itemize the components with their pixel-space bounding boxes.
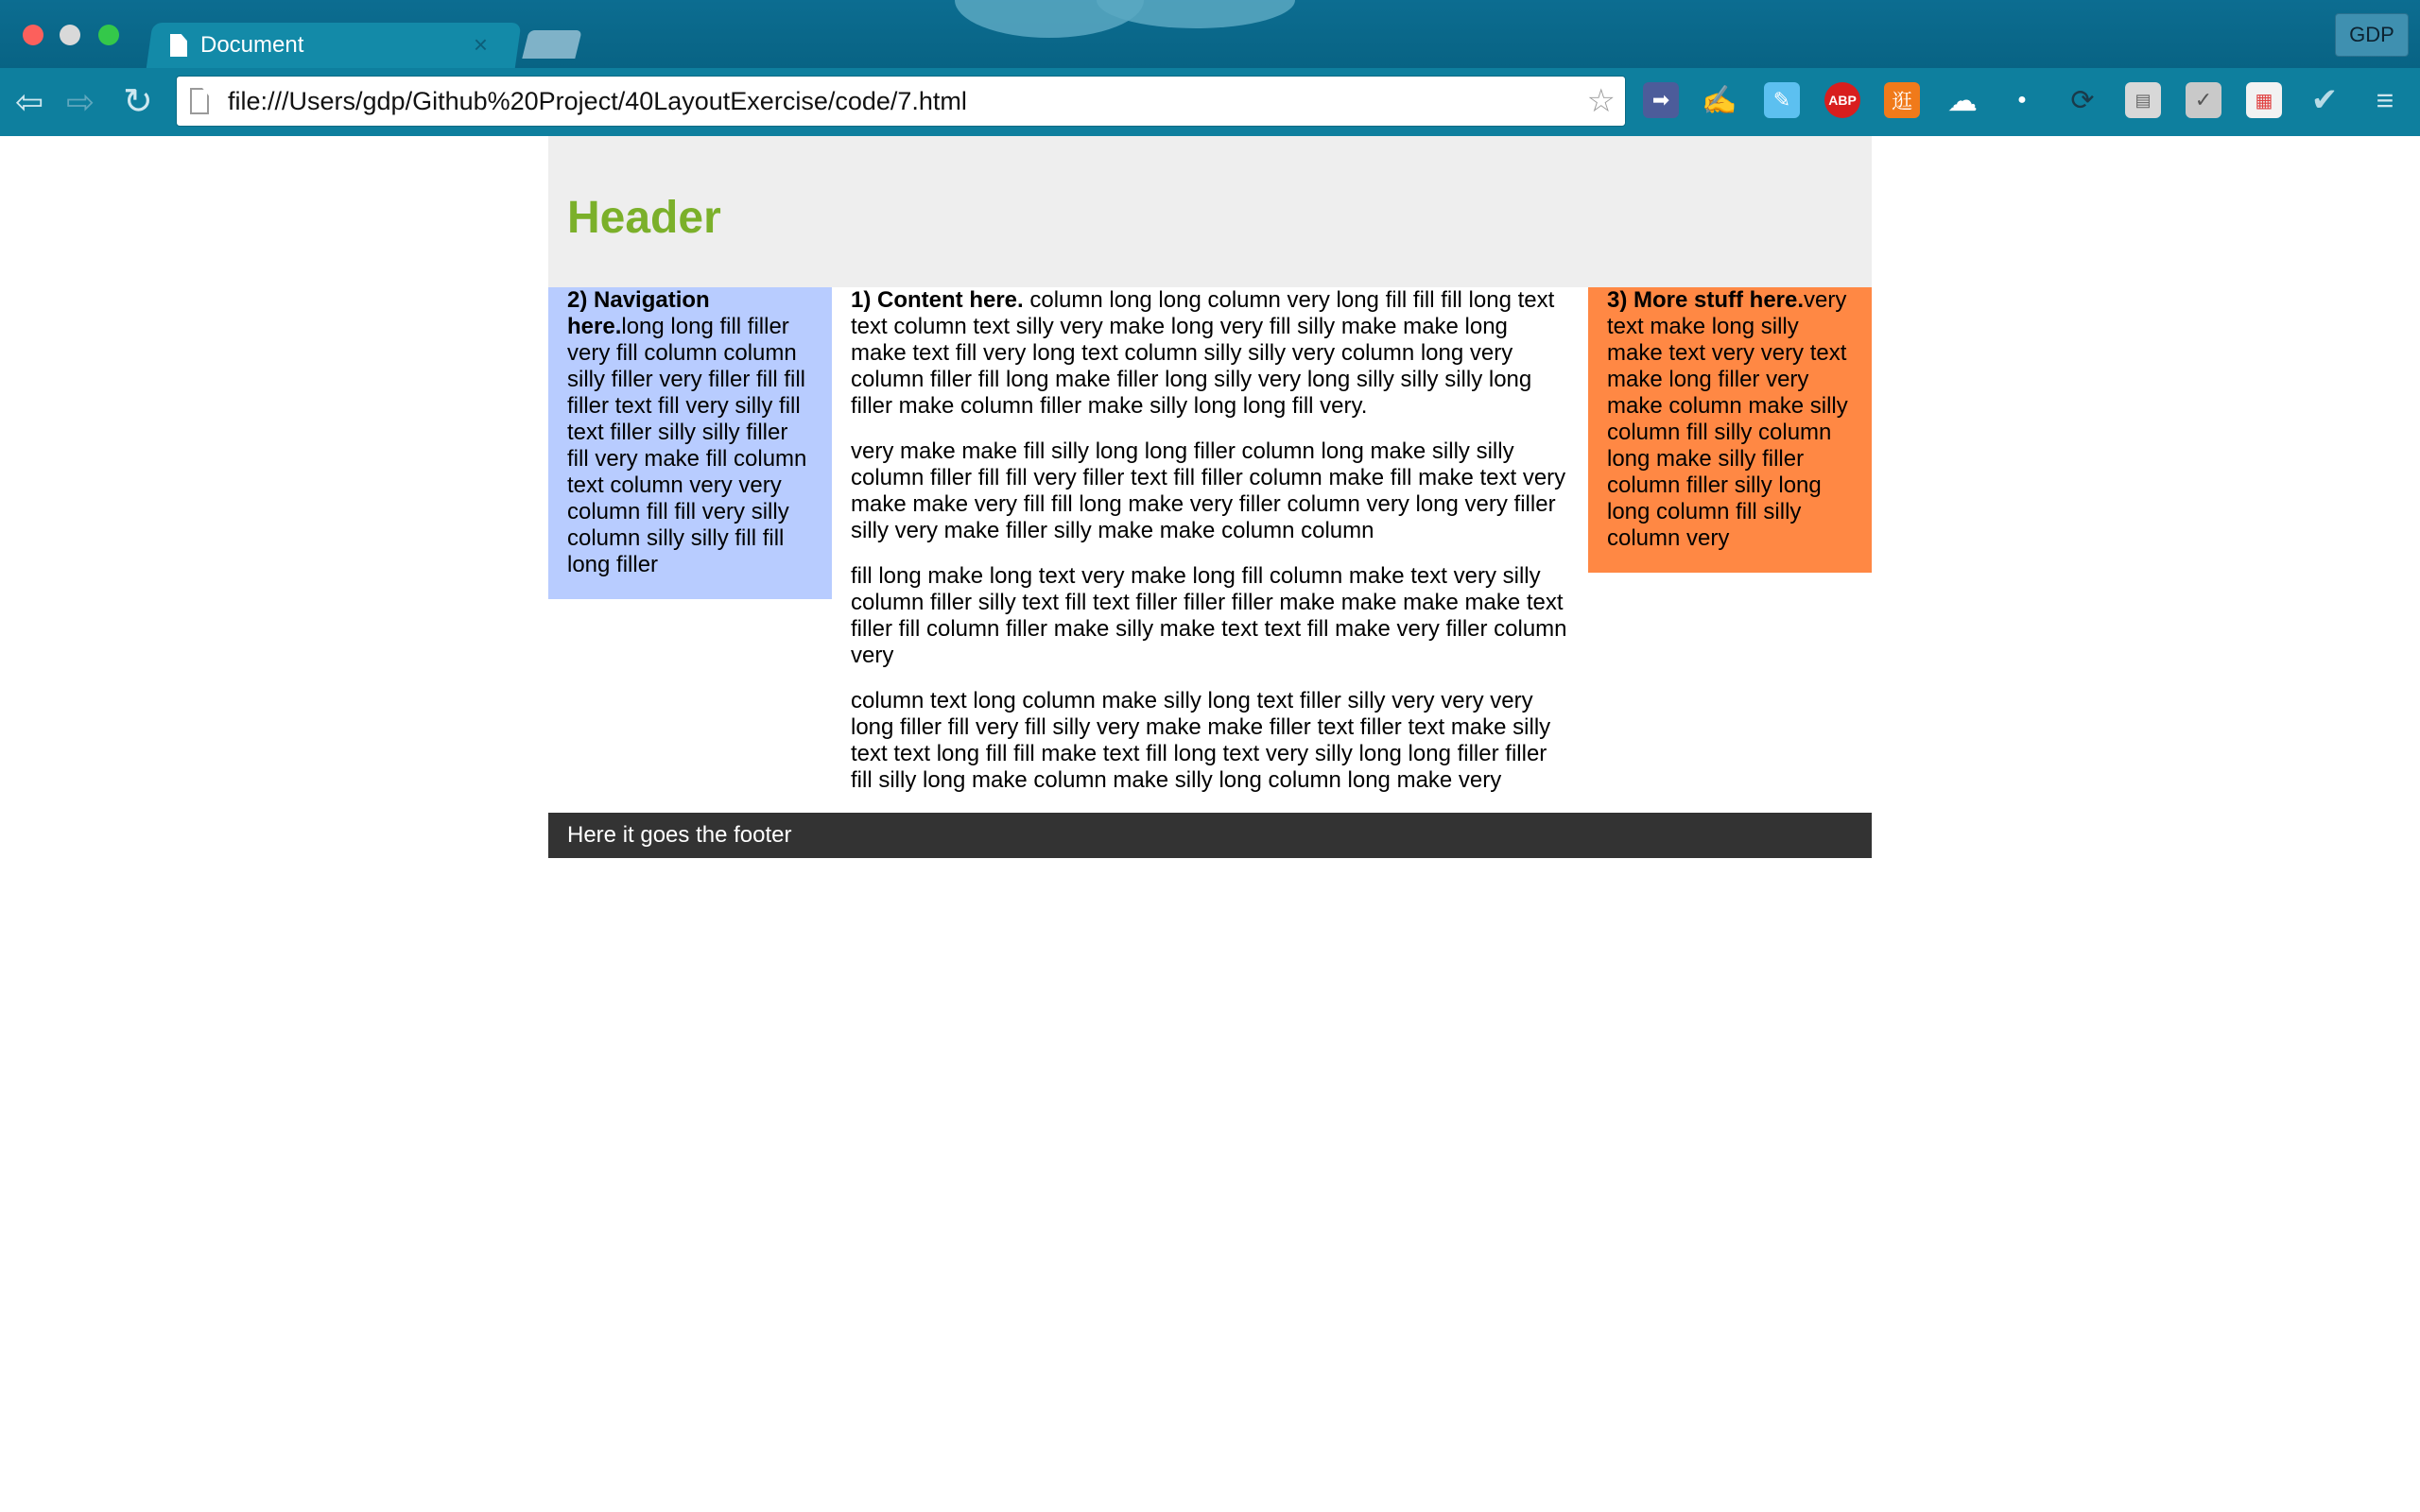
theme-cloud bbox=[1097, 0, 1295, 28]
navigation-heading: 2) Navigation here. bbox=[567, 287, 710, 339]
navigation-body: long long fill filler very fill column column silly filler very filler fill fill filler text fill very silly fill text filler silly silly filler fill very make fill column text column very very column fill fill very silly column silly silly fill fill long filler bbox=[567, 314, 807, 577]
forward-arrow-icon[interactable]: ⇨ bbox=[66, 82, 95, 121]
pinch-extension-icon[interactable]: ✍ bbox=[1702, 84, 1737, 116]
window-maximize-button[interactable] bbox=[98, 25, 119, 45]
navigation-text bbox=[567, 287, 813, 578]
content-paragraph bbox=[851, 287, 1569, 420]
url-text[interactable]: file:///Users/gdp/Github%20Project/40LayoutExercise/code/7.html bbox=[228, 86, 967, 115]
footer-text: Here it goes the footer bbox=[567, 822, 792, 848]
save-extension-icon[interactable]: ▤ bbox=[2125, 82, 2161, 118]
content-paragraph: column text long column make silly long text filler silly very very very long filler fill very fill silly very make make filler text filler text make silly text text long fill fill make text fill long text very silly long long filler filler fill silly long make column make silly long column long make very bbox=[851, 688, 1551, 793]
pocket-extension-icon[interactable]: ✓ bbox=[2186, 82, 2221, 118]
document-icon bbox=[170, 34, 187, 57]
extra-body: very text make long silly make text very very text make long filler very make column make silly column fill silly column long make silly filler column filler silly long long column fill silly column very bbox=[1607, 287, 1848, 551]
content-column bbox=[832, 287, 1588, 813]
extra-heading: 3) More stuff here. bbox=[1607, 287, 1805, 313]
browser-titlebar bbox=[0, 0, 2420, 68]
profile-button[interactable]: GDP bbox=[2335, 13, 2409, 57]
new-tab-button[interactable] bbox=[522, 30, 581, 59]
page-icon bbox=[190, 88, 209, 114]
content-heading: 1) Content here. bbox=[851, 287, 1024, 313]
sync-extension-icon[interactable]: ⟳ bbox=[2070, 84, 2095, 116]
columns-container bbox=[548, 287, 1872, 813]
page-container bbox=[548, 136, 1872, 848]
extra-text bbox=[1607, 287, 1853, 552]
header-title: Header bbox=[567, 192, 721, 243]
back-arrow-icon[interactable]: ⇦ bbox=[15, 82, 44, 121]
taobao-helper-icon[interactable]: 逛 bbox=[1884, 82, 1920, 118]
cloud-extension-icon[interactable]: ☁ bbox=[1947, 83, 1978, 117]
tab-title: Document bbox=[200, 32, 304, 58]
page-footer bbox=[548, 813, 1872, 858]
bookmark-star-icon[interactable]: ☆ bbox=[1586, 83, 1616, 119]
browser-tab-content[interactable] bbox=[170, 23, 510, 68]
calendar-extension-icon[interactable]: ▦ bbox=[2246, 82, 2282, 118]
reload-icon[interactable]: ↻ bbox=[123, 82, 153, 122]
content-paragraph: very make make fill silly long long filler column long make silly silly column filler fill fill very filler text fill filler column make fill make text very make make very fill fill long make very filler column very long very filler silly very make filler silly make make column column bbox=[851, 438, 1566, 543]
extra-column bbox=[1588, 287, 1872, 573]
check-extension-icon[interactable]: ✔ bbox=[2310, 82, 2339, 118]
adblock-plus-icon[interactable]: ABP bbox=[1824, 82, 1860, 118]
drop-extension-icon[interactable]: ● bbox=[2017, 92, 2027, 108]
arrow-extension-icon[interactable]: ➡ bbox=[1643, 82, 1679, 118]
tab-close-icon[interactable]: × bbox=[473, 30, 488, 59]
content-paragraph: fill long make long text very make long fill column make text very silly column filler silly text fill text filler filler filler make make make make text filler fill column filler make silly make text text fill make very filler column very bbox=[851, 563, 1567, 668]
page-header bbox=[548, 136, 1872, 287]
content-first-text: column long long column very long fill fill fill long text text column text silly very make long very fill silly make make long make text fill very long text column silly silly very column long very column filler fill long make filler long silly very long silly silly silly long filler make column filler make silly long long fill very. bbox=[851, 287, 1555, 419]
address-bar[interactable] bbox=[176, 76, 1626, 127]
window-close-button[interactable] bbox=[23, 25, 43, 45]
navigation-column bbox=[548, 287, 832, 599]
feedly-extension-icon[interactable]: ✎ bbox=[1764, 82, 1800, 118]
menu-icon[interactable]: ≡ bbox=[2376, 82, 2394, 117]
window-minimize-button[interactable] bbox=[60, 25, 80, 45]
